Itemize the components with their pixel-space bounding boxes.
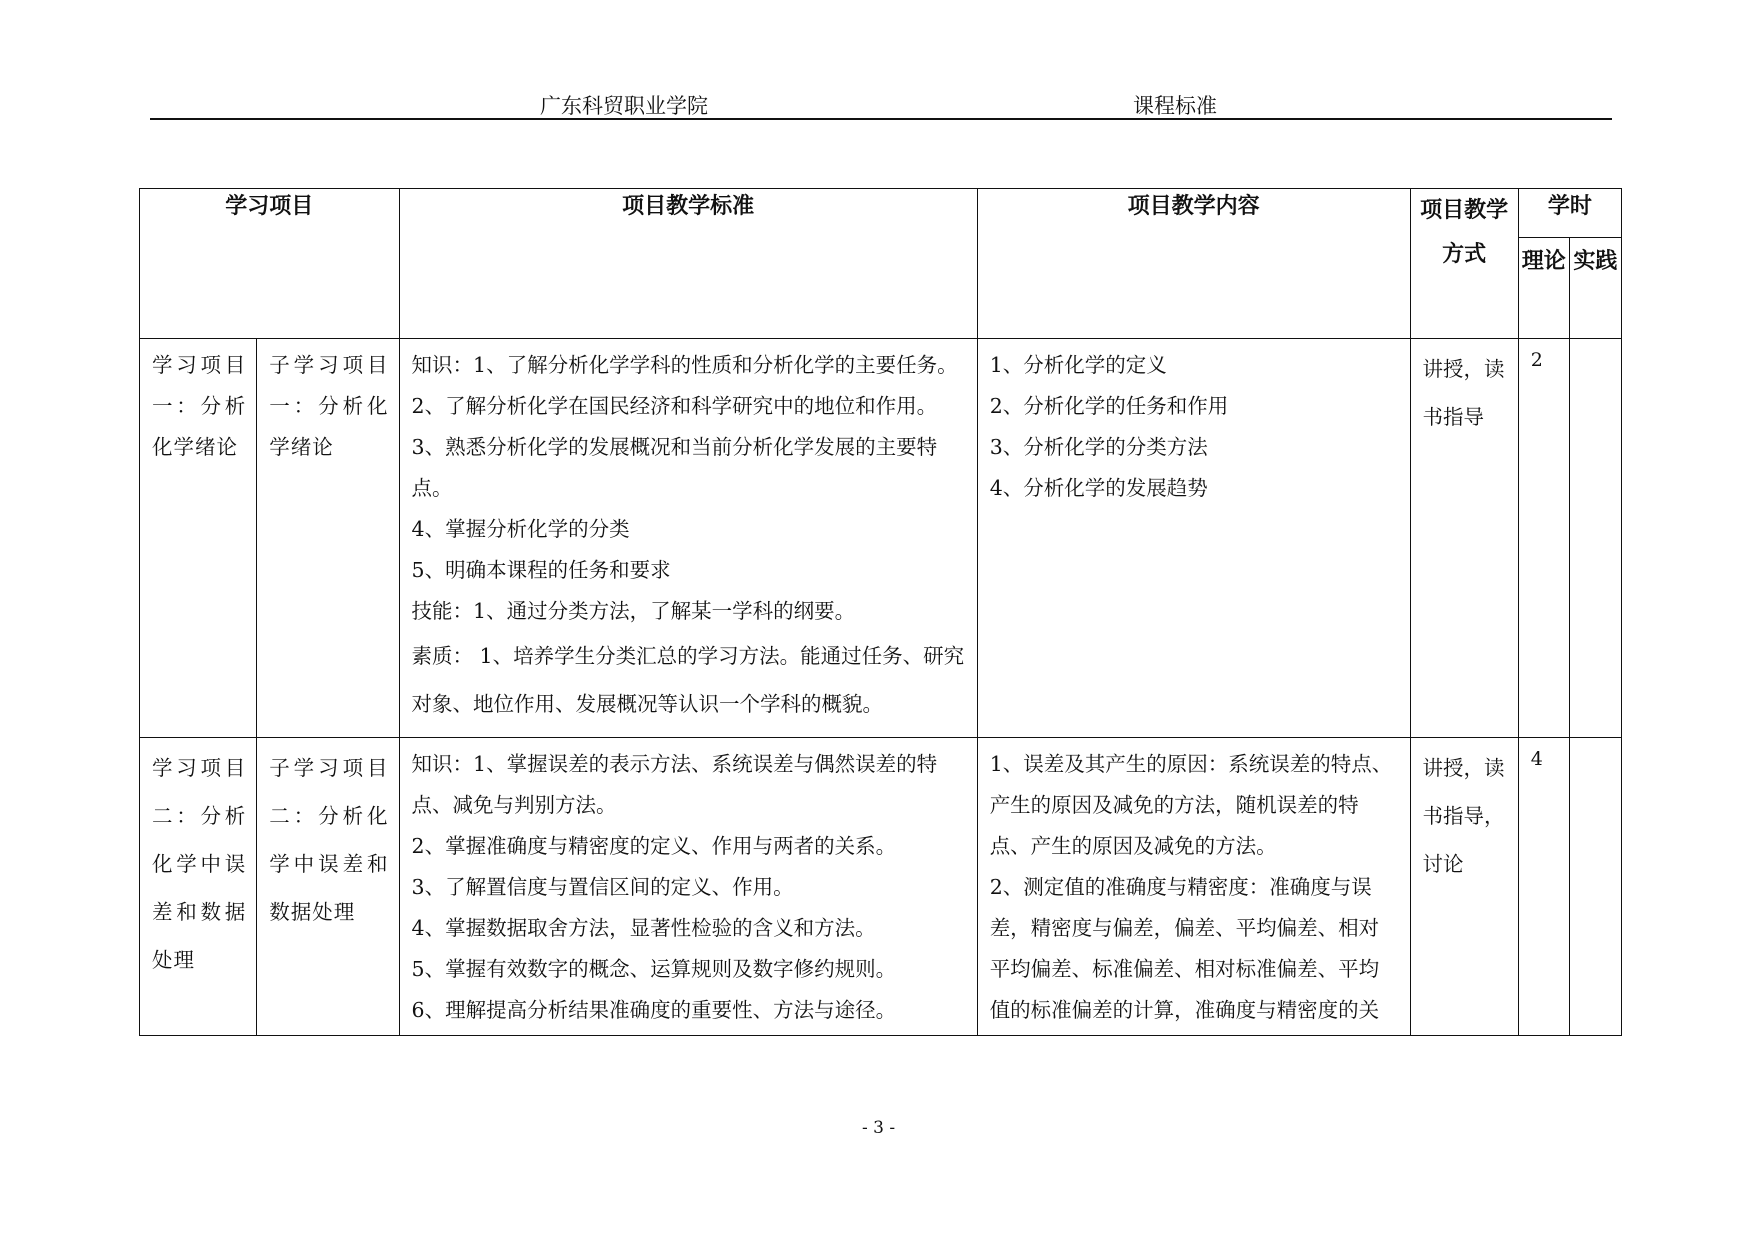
content-cell	[977, 339, 1410, 738]
method-cell	[1410, 339, 1518, 738]
content-line: 4、分析化学的发展趋势	[989, 476, 1208, 500]
practice-hours	[1570, 339, 1621, 359]
page-number: - 3 -	[862, 1118, 896, 1138]
standard-line: 知识：1、了解分析化学学科的性质和分析化学的主要任务。	[411, 353, 958, 377]
project-cell	[140, 339, 257, 738]
standard-line: 4、掌握数据取舍方法，显著性检验的含义和方法。	[411, 916, 876, 940]
header-practice: 实践	[1569, 238, 1621, 339]
theory-hours: 4	[1530, 748, 1543, 770]
practice-hours-cell	[1569, 339, 1621, 738]
method-text: 讲授，读书指导，讨论	[1422, 756, 1505, 876]
standard-line: 5、明确本课程的任务和要求	[411, 558, 671, 582]
header-project: 学习项目	[140, 189, 400, 339]
project-cell	[140, 738, 257, 1036]
subproject-cell	[257, 738, 399, 1036]
standard-text	[400, 339, 977, 732]
subproject-name: 子学习项目二：分析化学中误差和数据处理	[269, 756, 389, 924]
institution-name: 广东科贸职业学院	[540, 94, 708, 118]
standard-cell	[399, 738, 977, 1036]
subproject-name: 子学习项目一：分析化学绪论	[269, 353, 389, 459]
standard-line: 素质： 1、培养学生分类汇总的学习方法。能通过任务、研究对象、地位作用、发展概况等认识一个学科的概貌。	[411, 644, 965, 716]
theory-hours-cell	[1518, 339, 1569, 738]
standard-line: 4、掌握分析化学的分类	[411, 517, 630, 541]
standard-line: 5、掌握有效数字的概念、运算规则及数字修约规则。	[411, 957, 897, 981]
header-standard: 项目教学标准	[399, 189, 977, 339]
project-name: 学习项目二：分析化学中误差和数据处理	[152, 756, 247, 972]
standard-line: 3、了解置信度与置信区间的定义、作用。	[411, 875, 794, 899]
standard-line: 6、理解提高分析结果准确度的重要性、方法与途径。	[411, 998, 897, 1022]
standard-text	[400, 738, 977, 1035]
standard-line: 3、熟悉分析化学的发展概况和当前分析化学发展的主要特点。	[411, 435, 938, 500]
content-cell	[977, 738, 1410, 1036]
content-line: 2、分析化学的任务和作用	[989, 394, 1229, 418]
project-name: 学习项目一：分析化学绪论	[152, 353, 247, 459]
standard-cell	[399, 339, 977, 738]
standard-line: 技能：1、通过分类方法，了解某一学科的纲要。	[411, 599, 856, 623]
header-method: 项目教学方式	[1410, 189, 1518, 339]
standard-line: 2、了解分析化学在国民经济和科学研究中的地位和作用。	[411, 394, 938, 418]
header-theory: 理论	[1518, 238, 1569, 339]
subproject-cell	[257, 339, 399, 738]
standard-line: 知识：1、掌握误差的表示方法、系统误差与偶然误差的特点、减免与判别方法。	[411, 752, 938, 817]
method-cell	[1410, 738, 1518, 1036]
content-line: 1、误差及其产生的原因：系统误差的特点、产生的原因及减免的方法，随机误差的特点、产生的原因及减免的方法。	[989, 752, 1393, 858]
content-text	[978, 738, 1410, 1035]
header-content: 项目教学内容	[977, 189, 1410, 339]
content-text	[978, 339, 1410, 513]
theory-hours: 2	[1530, 349, 1543, 371]
page-header	[150, 86, 1612, 120]
theory-hours-cell	[1518, 738, 1569, 1036]
table-row	[140, 339, 1622, 738]
header-rule	[150, 118, 1612, 120]
content-line: 2、测定值的准确度与精密度：准确度与误差，精密度与偏差，偏差、平均偏差、相对平均偏差、标准偏差、相对标准偏差、平均值的标准偏差的计算，准确度与精密度的关	[989, 875, 1380, 1022]
table-row	[140, 738, 1622, 1036]
header-hours: 学时	[1518, 189, 1621, 238]
practice-hours-cell	[1569, 738, 1621, 1036]
header-row	[140, 189, 1622, 238]
standard-line: 2、掌握准确度与精密度的定义、作用与两者的关系。	[411, 834, 897, 858]
content-line: 1、分析化学的定义	[989, 353, 1167, 377]
document-type: 课程标准	[1133, 94, 1217, 118]
syllabus-table	[139, 188, 1622, 1036]
practice-hours	[1570, 738, 1621, 758]
content-line: 3、分析化学的分类方法	[989, 435, 1208, 459]
method-text: 讲授，读书指导	[1422, 357, 1505, 429]
